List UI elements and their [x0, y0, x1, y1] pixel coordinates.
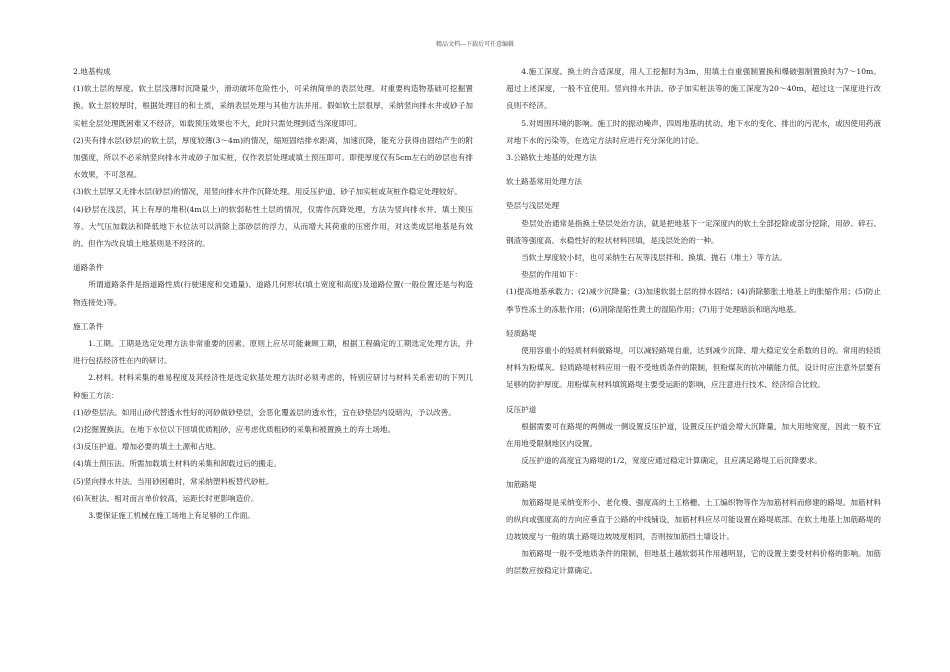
paragraph: 加筋路堤是采纳变形小、老化慢、强度高的土工格栅、土工编织物等作为加筋材料而修建的路堤。加筋材料的纵向或强度高的方向应垂直于公路的中线铺设，加筋材料应尽可能设置在路堤底部。在软土地基上加筋路堤的边坡坡度与一般的填土路堤边坡坡度相同，否则按加筋挡土墙设计。: [506, 497, 881, 542]
section-heading: 反压护道: [506, 404, 537, 414]
paragraph: 所谓道路条件是指道路性质(行驶速度和交通量)、道路几何形状(填土宽度和高度)及道路位置(一般位置还是与构造物连接处)等。: [73, 280, 473, 307]
paragraph: 根据需要可在路堤的两侧或一侧设置反压护道，设置反压护道会增大沉降量，加大用地宽度，因此一般不宜在用地受限制地区内设置。: [506, 421, 881, 449]
section-heading: 道路条件: [73, 263, 104, 273]
paragraph: (1)软土层的厚度。软土层浅薄时沉降量少，滑动破坏危险性小，可采纳简单的表层处理。对重要构造物基础可挖掘置换。软土层较厚时，根据处理目的和土质，采纳表层处理与其他方法并用。假如软土层很厚，采纳竖向排水井或砂子加实桩全层处理既困难又不经济，如载预压效果也不大，此时只需处理到适当深度即可。: [73, 84, 473, 128]
right-column: [506, 63, 881, 580]
paragraph: 垫层处治通常是指换土垫层处治方法，就是把地基下一定深度内的软土全部挖除或部分挖除，用砂、碎石、钢渣等强度高、水稳性好的粒状材料回填，是浅层处治的一种。: [506, 218, 881, 245]
page-header: 精品文档---下载后可任意编辑: [435, 41, 515, 48]
paragraph: (5)竖向排水井法。当用砂困难时，常采纳塑料板替代砂桩。: [73, 476, 274, 486]
paragraph: (1)提高地基承载力；(2)减少沉降量；(3)加速软弱土层的排水固结；(4)消除膨胀土地基上的胀缩作用；(5)防止季节性冻土的冻胀作用；(6)消除湿陷性黄土的湿陷作用；(7)用于处理暗浜和暗沟地基。: [506, 287, 881, 314]
paragraph: 使用容重小的轻质材料做路堤，可以减轻路堤自重，达到减少沉降、增大稳定安全系数的目的。常用的轻质材料为粉煤灰。轻质路堤材料应用一般不受地质条件的限制，但粉煤灰的抗冲刷能力低，设计时应注意外层要有足够的防护厚度。用粉煤灰材料填筑路堤主要受运距的影响，应注意进行技术、经济综合比较。: [506, 346, 881, 390]
paragraph: (1)砂垫层法。如用山砂代替透水性好的河砂做砂垫层，会恶化覆盖层的透水性，宜在砂垫层内设暗沟，予以改善。: [73, 407, 456, 417]
spacer: [73, 311, 473, 318]
paragraph: 加筋路堤一般不受地质条件的限制，但地基土越软弱其作用越明显，它的设置主要受材料价格的影响。加筋的层数应按稳定计算确定。: [506, 549, 881, 576]
paragraph: 垫层的作用如下：: [521, 270, 582, 280]
section-heading: 软土路基常用处理方法: [506, 177, 582, 187]
paragraph: (4)填土预压法。所需加载填土材料的采集和卸载过后的搬走。: [73, 459, 282, 469]
paragraph: 1.工期。工期是选定处理方法非常重要的因素。原则上应尽可能兼顾工期，根据工程确定的工期选定处理方法，并进行包括经济性在内的研讨。: [73, 339, 473, 366]
spacer: [506, 190, 881, 197]
section-heading: 轻质路堤: [506, 328, 537, 338]
paragraph: (2)夹有排水层(砂层)的软土层，厚度较薄(3～4m)的情况，缩短固结排水距离，加速沉降，能充分获得由固结产生的附加强度，所以不必采纳竖向排水井或砂子加实桩，仅作表层处理或填土预压即可。即使厚度仅有5cm左右的砂层也有排水效果，不可忽视。: [73, 135, 473, 180]
paragraph: 3.要保证施工机械在施工场地上有足够的工作面。: [88, 511, 255, 521]
paragraph: (3)反压护道。增加必要的填土土源和占地。: [73, 442, 221, 452]
paragraph: 2.材料。材料采集的难易程度及其经济性是选定软基处理方法时必须考虑的，特别应研讨与材料关系密切的下列几种施工方法：: [73, 373, 473, 400]
section-heading: 垫层与浅层处理: [506, 201, 560, 211]
paragraph: 当软土厚度较小时，也可采纳生石灰等浅层拌和、换填、抛石（堆土）等方法。: [521, 253, 787, 263]
paragraph: 4.施工深度。换土的合适深度，用人工挖掘时为3m，用填土自重强制置换和爆破强制置换时为7～10m。超过上述深度，一般不宜使用。竖向排水井法、砂子加实桩法等的施工深度为20～40m，超过这一深度进行改良则不经济。: [506, 67, 881, 111]
spacer: [73, 252, 473, 259]
paragraph: 反压护道的高度宜为路堤的1/2，宽度应通过稳定计算确定，且应满足路堤工后沉降要求。: [521, 456, 822, 466]
spacer: [506, 394, 881, 401]
paragraph: 5.对周围环境的影响。施工时的振动噪声、四周地基的扰动、地下水的变化、排出的污泥水，或因使用药液对地下水的污染等，在选定方法时应进行充分深化的讨论。: [506, 118, 881, 145]
section-heading: 2.地基构成: [73, 67, 111, 76]
paragraph: (4)砂层在浅层，其上有厚的堆积(4m以上)的软弱粘性土层的情况，仅需作沉降处理，方法为竖向排水井、填土预压等。大气压加载法和降低地下水位法可以消除上部砂层的浮力，从而增大其荷重的压密作用，对这类成层地基是有效的。但作为改良填土地基则是不经济的。: [73, 204, 473, 249]
section-heading: 施工条件: [73, 321, 104, 331]
section-heading: 加筋路堤: [506, 480, 537, 490]
spacer: [506, 166, 881, 173]
paragraph: (6)灰桩法。相对而言单价较高，运距长时更影响造价。: [73, 493, 259, 503]
spacer: [506, 318, 881, 325]
paragraph: 3.公路软土地基的处理方法: [506, 153, 597, 163]
left-column: [73, 63, 473, 524]
paragraph: (2)挖掘置换法。在地下水位以下回填优质粗砂，应考虑优质粗砂的采集和被置换土的弃土场地。: [73, 425, 396, 435]
spacer: [506, 469, 881, 476]
paragraph: (3)软土层厚又无排水层(砂层)的情况，用竖向排水井作沉降处理。用反压护道、砂子加实桩或灰桩作稳定处理较好。: [73, 187, 462, 197]
